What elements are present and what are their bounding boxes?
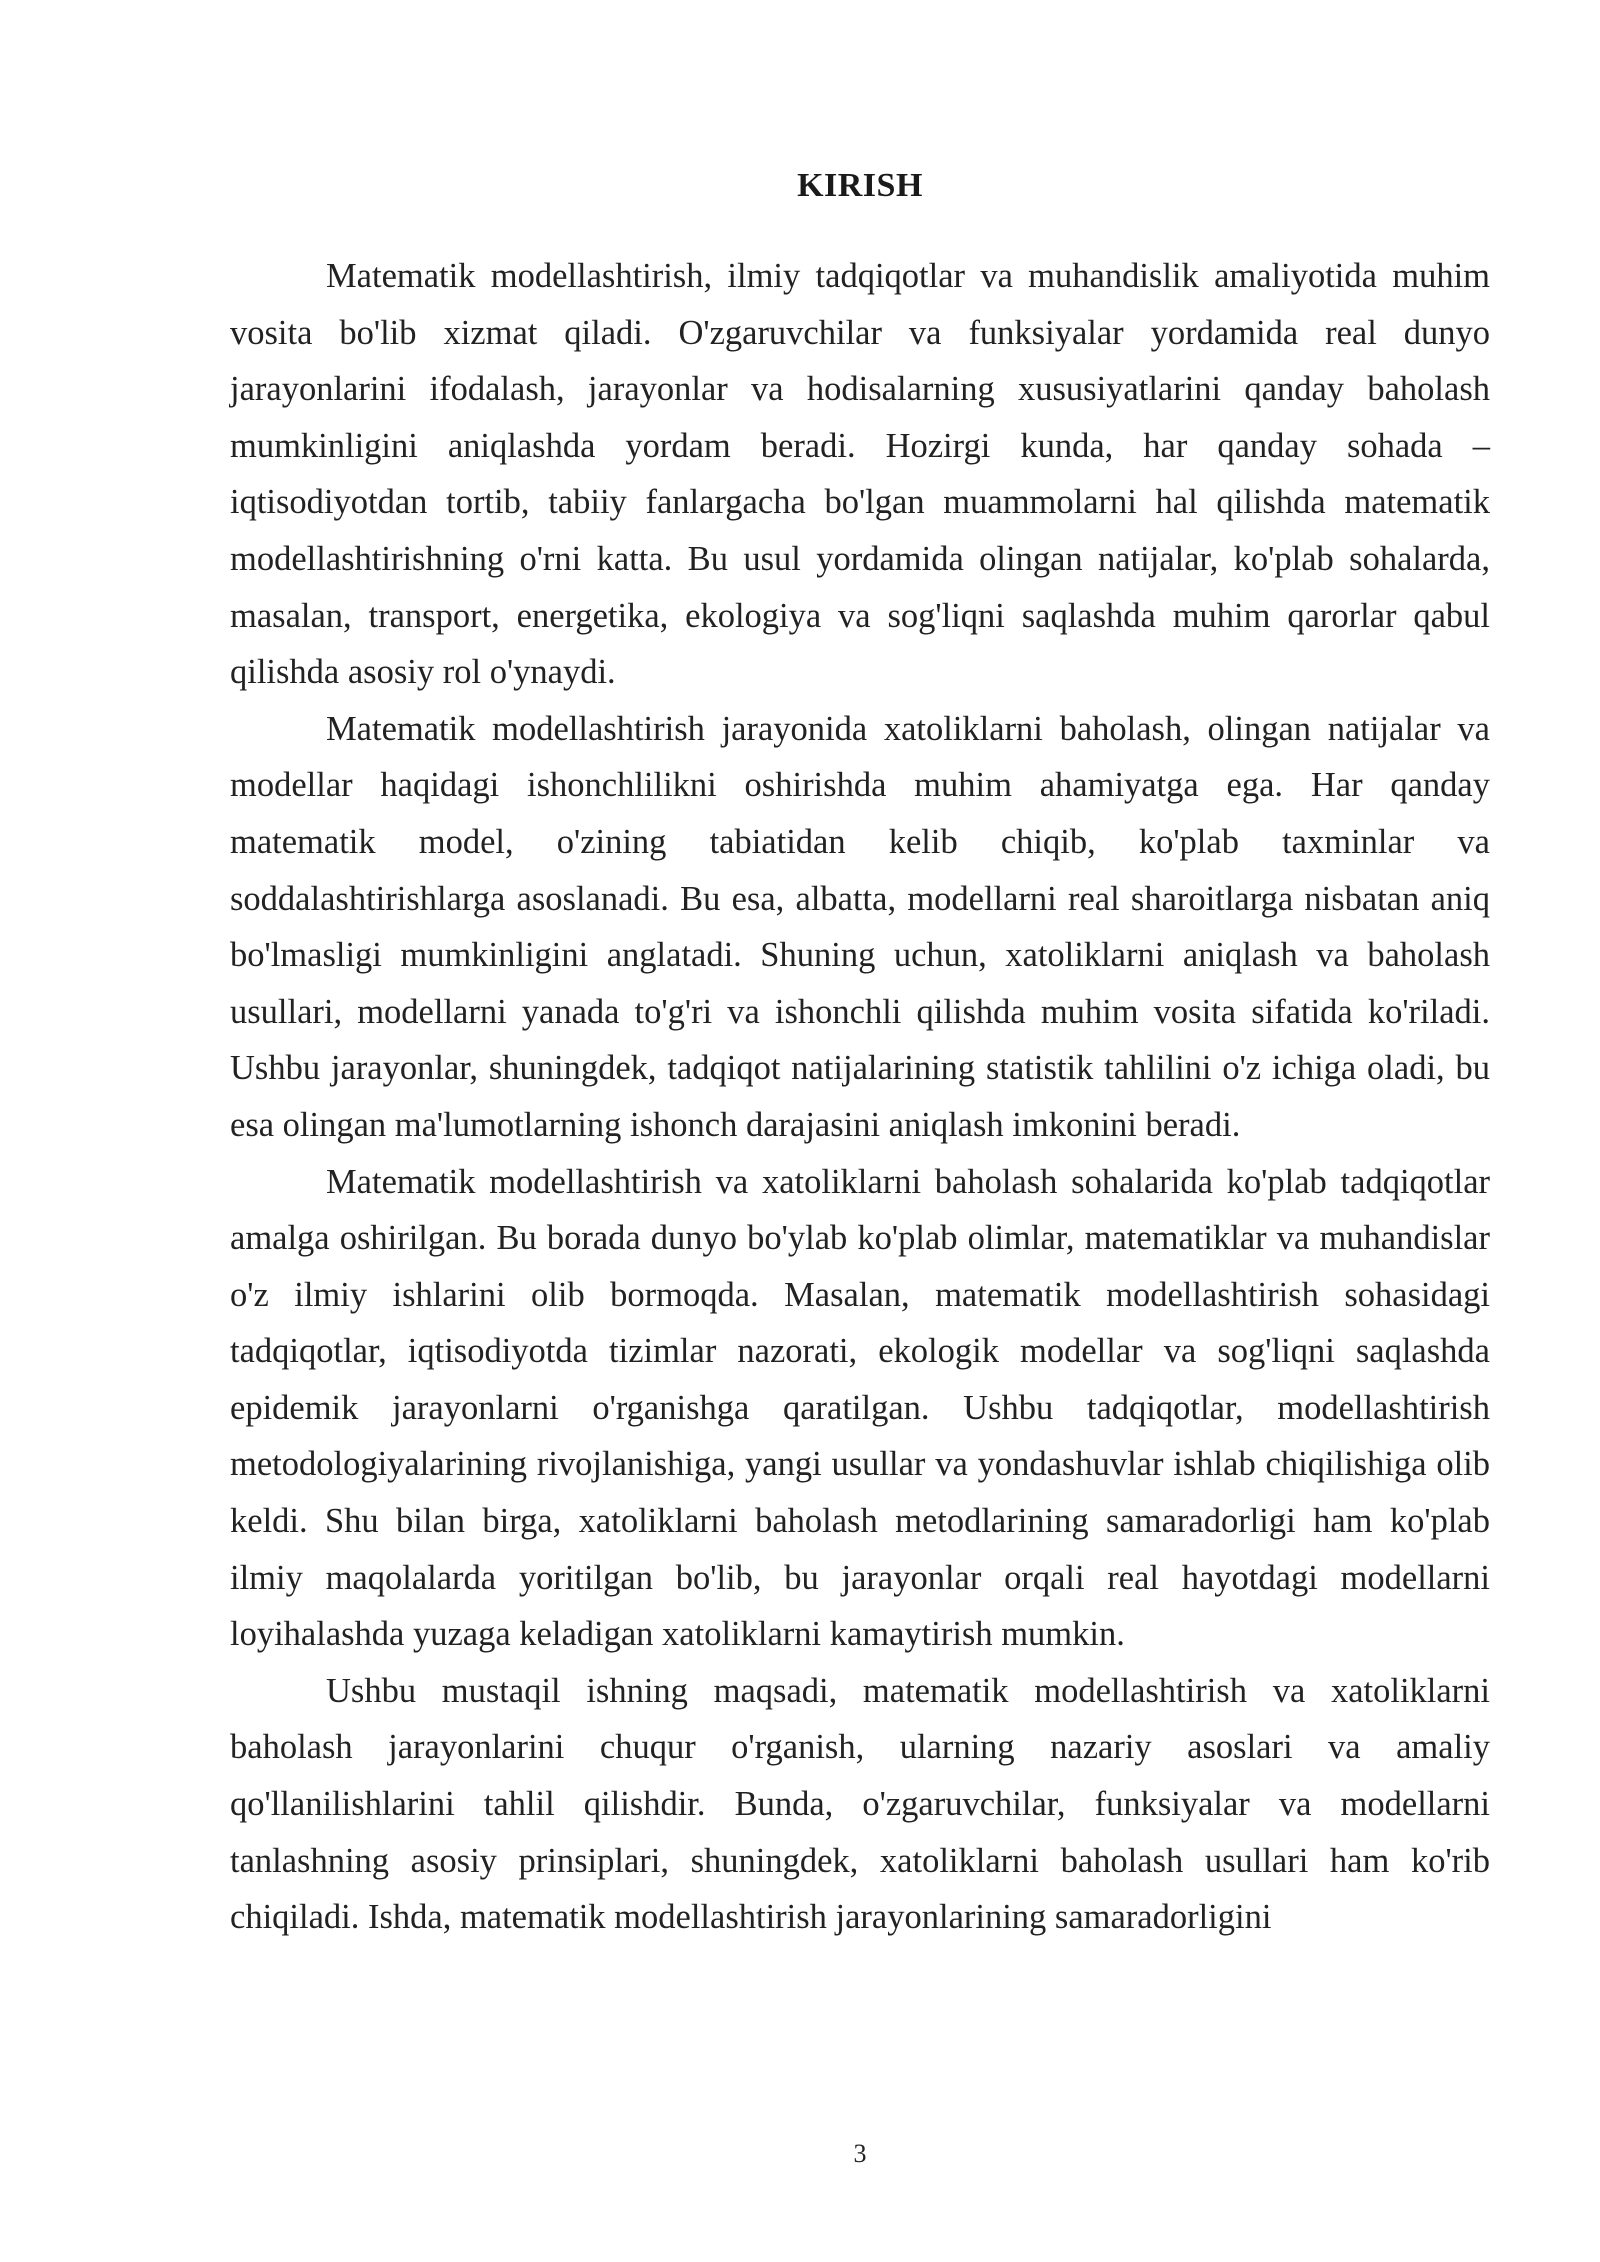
body-text: [230, 248, 1490, 1946]
paragraph: Matematik modellashtirish va xatoliklarni baholash sohalarida ko'plab tadqiqotlar amalga oshirilgan. Bu borada dunyo bo'ylab ko'plab olimlar, matematiklar va muhandislar o'z ilmiy ishlarini olib bormoqda. Masalan, matematik modellashtirish sohasidagi tadqiqotlar, iqtisodiyotda tizimlar nazorati, ekologik modellar va sog'liqni saqlashda epidemik jarayonlarni o'rganishga qaratilgan. Ushbu tadqiqotlar, modellashtirish metodologiyalarining rivojlanishiga, yangi usullar va yondashuvlar ishlab chiqilishiga olib keldi. Shu bilan birga, xatoliklarni baholash metodlarining samaradorligi ham ko'plab ilmiy maqolalarda yoritilgan bo'lib, bu jarayonlar orqali real hayotdagi modellarni loyihalashda yuzaga keladigan xatoliklarni kamaytirish mumkin.: [230, 1162, 1490, 1654]
section-title: KIRISH: [797, 167, 923, 204]
paragraph: Matematik modellashtirish, ilmiy tadqiqotlar va muhandislik amaliyotida muhim vosita bo'lib xizmat qiladi. O'zgaruvchilar va funksiyalar yordamida real dunyo jarayonlarini ifodalash, jarayonlar va hodisalarning xususiyatlarini qanday baholash mumkinligini aniqlashda yordam beradi. Hozirgi kunda, har qanday sohada – iqtisodiyotdan tortib, tabiiy fanlargacha bo'lgan muammolarni hal qilishda matematik modellashtirishning o'rni katta. Bu usul yordamida olingan natijalar, ko'plab sohalarda, masalan, transport, energetika, ekologiya va sog'liqni saqlashda muhim qarorlar qabul qilishda asosiy rol o'ynaydi.: [230, 257, 1490, 692]
paragraph: Matematik modellashtirish jarayonida xatoliklarni baholash, olingan natijalar va modellar haqidagi ishonchlilikni oshirishda muhim ahamiyatga ega. Har qanday matematik model, o'zining tabiatidan kelib chiqib, ko'plab taxminlar va soddalashtirishlarga asoslanadi. Bu esa, albatta, modellarni real sharoitlarga nisbatan aniq bo'lmasligi mumkinligini anglatadi. Shuning uchun, xatoliklarni aniqlash va baholash usullari, modellarni yanada to'g'ri va ishonchli qilishda muhim vosita sifatida ko'riladi. Ushbu jarayonlar, shuningdek, tadqiqot natijalarining statistik tahlilini o'z ichiga oladi, bu esa olingan ma'lumotlarning ishonch darajasini aniqlash imkonini beradi.: [230, 709, 1490, 1144]
page-number: 3: [853, 2139, 867, 2168]
paragraph: Ushbu mustaqil ishning maqsadi, matematik modellashtirish va xatoliklarni baholash jarayonlarini chuqur o'rganish, ularning nazariy asoslari va amaliy qo'llanilishlarini tahlil qilishdir. Bunda, o'zgaruvchilar, funksiyalar va modellarni tanlashning asosiy prinsiplari, shuningdek, xatoliklarni baholash usullari ham ko'rib chiqiladi. Ishda, matematik modellashtirish jarayonlarining samaradorligini: [230, 1671, 1490, 1937]
